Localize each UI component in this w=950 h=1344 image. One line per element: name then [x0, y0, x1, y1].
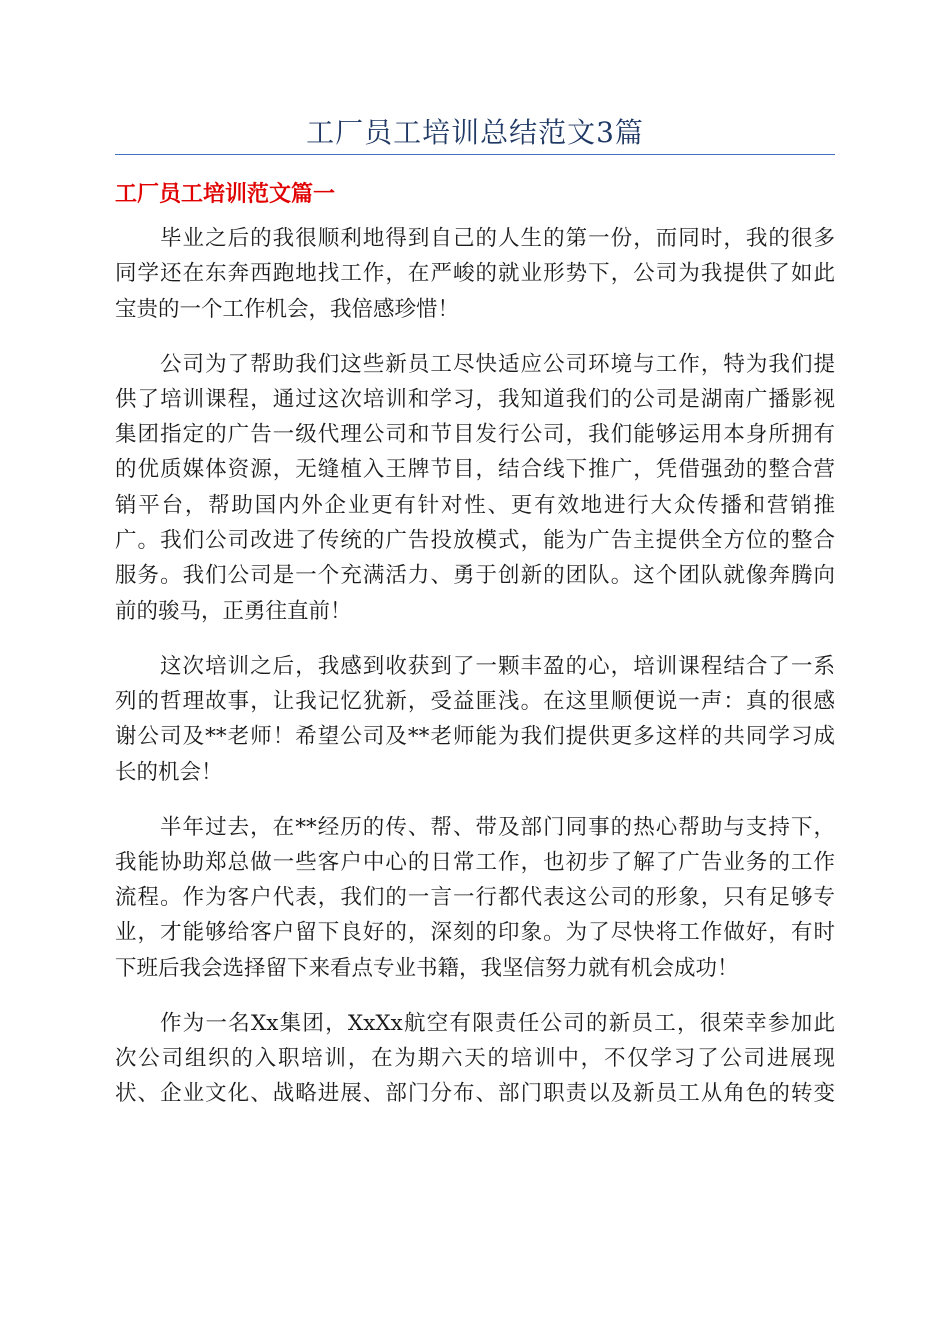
document-body	[115, 221, 835, 1131]
paragraph-line: 服务。我们公司是一个充满活力、勇于创新的团队。这个团队就像奔腾向	[115, 563, 835, 589]
paragraph-line: 毕业之后的我很顺利地得到自己的人生的第一份，而同时，我的很多	[160, 226, 835, 251]
paragraph-line: 的优质媒体资源，无缝植入王牌节目，结合线下推广，凭借强劲的整合营	[115, 457, 835, 483]
paragraph-line: 业，才能够给客户留下良好的，深刻的印象。为了尽快将工作做好，有时	[115, 920, 835, 946]
paragraph-line: 宝贵的一个工作机会，我倍感珍惜！	[115, 296, 460, 322]
paragraph-line: 供了培训课程，通过这次培训和学习，我知道我们的公司是湖南广播影视	[115, 386, 835, 412]
paragraph-line: 列的哲理故事，让我记忆犹新，受益匪浅。在这里顺便说一声：真的很感	[115, 688, 835, 714]
paragraph-line: 状、企业文化、战略进展、部门分布、部门职责以及新员工从角色的转变	[115, 1081, 835, 1107]
document-title: 工厂员工培训总结范文3篇	[306, 116, 644, 149]
section-heading: 工厂员工培训范文篇一	[115, 182, 336, 207]
paragraph-line: 广。我们公司改进了传统的广告投放模式，能为广告主提供全方位的整合	[115, 528, 835, 554]
paragraph-line: 销平台，帮助国内外企业更有针对性、更有效地进行大众传播和营销推	[115, 492, 835, 518]
paragraph	[115, 810, 835, 986]
paragraph-line: 流程。作为客户代表，我们的一言一行都代表这公司的形象，只有足够专	[115, 885, 835, 911]
paragraph-line: 下班后我会选择留下来看点专业书籍，我坚信努力就有机会成功！	[115, 955, 739, 981]
paragraph-line: 长的机会！	[115, 759, 223, 785]
paragraph-line: 作为一名Xx集团，XxXx航空有限责任公司的新员工，很荣幸参加此	[160, 1010, 835, 1036]
paragraph-line: 同学还在东奔西跑地找工作，在严峻的就业形势下，公司为我提供了如此	[115, 261, 835, 287]
paragraph	[115, 649, 835, 790]
paragraph-line: 次公司组织的入职培训，在为期六天的培训中，不仅学习了公司进展现	[115, 1045, 835, 1071]
paragraph-line: 半年过去，在**经历的传、帮、带及部门同事的热心帮助与支持下，	[160, 814, 835, 840]
paragraph-line: 集团指定的广告一级代理公司和节目发行公司，我们能够运用本身所拥有	[115, 422, 835, 448]
paragraph	[115, 347, 835, 629]
paragraph-line: 谢公司及**老师！希望公司及**老师能为我们提供更多这样的共同学习成	[115, 724, 835, 750]
title-underline	[115, 154, 835, 155]
paragraph-line: 前的骏马，正勇往直前！	[115, 598, 352, 624]
paragraph	[115, 1006, 835, 1112]
paragraph-line: 这次培训之后，我感到收获到了一颗丰盈的心，培训课程结合了一系	[160, 653, 835, 679]
paragraph-line: 我能协助郑总做一些客户中心的日常工作，也初步了解了广告业务的工作	[115, 849, 835, 875]
paragraph-line: 公司为了帮助我们这些新员工尽快适应公司环境与工作，特为我们提	[160, 351, 835, 377]
paragraph	[115, 221, 835, 327]
